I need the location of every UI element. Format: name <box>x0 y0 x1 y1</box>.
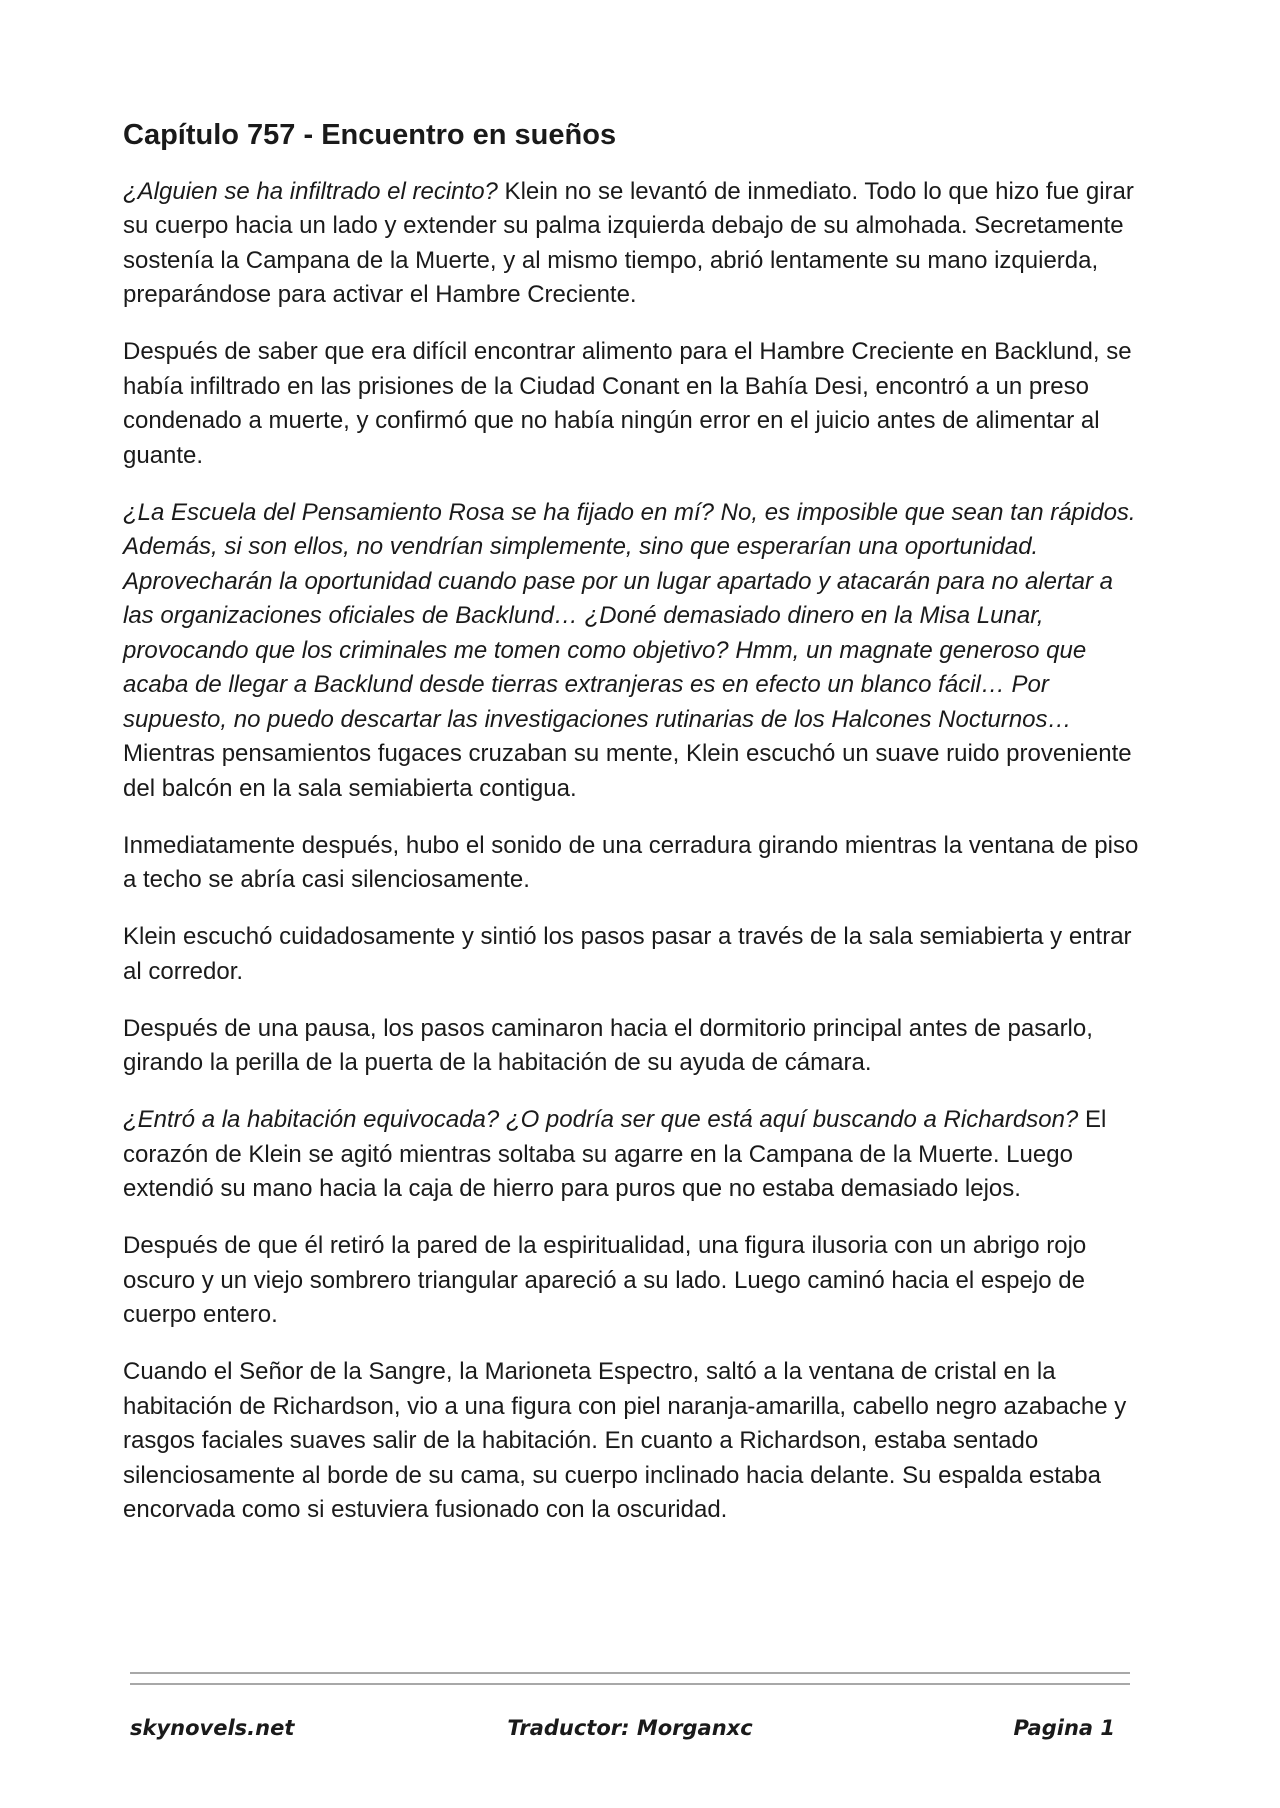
text-run: Mientras pensamientos fugaces cruzaban su mente, Klein escuchó un suave ruido proveniente del balcón en la sala semiabierta contigua. <box>123 740 1132 802</box>
footer-divider-bottom <box>130 1683 1130 1685</box>
italic-text-run: ¿La Escuela del Pensamiento Rosa se ha fijado en mí? No, es imposible que sean tan rápidos. Además, si son ellos, no vendrían simplemente, sino que esperarían una oportunidad. Aprovecharán la oportunidad cuando pase por un lugar apartado y atacarán para no alertar a las organizaciones oficiales de Backlund… ¿Doné demasiado dinero en la Misa Lunar, provocando que los criminales me tomen como objetivo? Hmm, un magnate generoso que acaba de llegar a Backlund desde tierras extranjeras es en efecto un blanco fácil… Por supuesto, no puedo descartar las investigaciones rutinarias de los Halcones Nocturnos… <box>123 498 1136 733</box>
paragraph <box>123 1103 1143 1207</box>
paragraph <box>123 1229 1143 1333</box>
page-footer <box>130 1716 1130 1750</box>
paragraph <box>123 175 1143 313</box>
footer-page-number: Pagina 1 <box>1013 1716 1115 1740</box>
footer-translator: Traductor: Morganxc <box>507 1716 753 1740</box>
paragraph <box>123 1012 1143 1081</box>
text-run: Cuando el Señor de la Sangre, la Marioneta Espectro, saltó a la ventana de cristal en la habitación de Richardson, vio a una figura con piel naranja-amarilla, cabello negro azabache y rasgos faciales suaves salir de la habitación. En cuanto a Richardson, estaba sentado silenciosamente al borde de su cama, su cuerpo inclinado hacia delante. Su espalda estaba encorvada como si estuviera fusionado con la oscuridad. <box>123 1358 1127 1524</box>
paragraph <box>123 496 1143 807</box>
text-run: Después de saber que era difícil encontrar alimento para el Hambre Creciente en Backlund, se había infiltrado en las prisiones de la Ciudad Conant en la Bahía Desi, encontró a un preso condenado a muerte, y confirmó que no había ningún error en el juicio antes de alimentar al guante. <box>123 338 1132 469</box>
chapter-body <box>123 175 1143 1528</box>
text-run: El corazón de Klein se agitó mientras soltaba su agarre en la Campana de la Muerte. Luego extendió su mano hacia la caja de hierro para puros que no estaba demasiado lejos. <box>123 1106 1107 1203</box>
paragraph <box>123 335 1143 473</box>
paragraph <box>123 1355 1143 1528</box>
text-run: Después de una pausa, los pasos caminaron hacia el dormitorio principal antes de pasarlo, girando la perilla de la puerta de la habitación de su ayuda de cámara. <box>123 1014 1093 1077</box>
italic-text-run: ¿Entró a la habitación equivocada? ¿O podría ser que está aquí buscando a Richardson? <box>123 1106 1079 1134</box>
paragraph <box>123 829 1143 898</box>
document-page <box>123 118 1143 1550</box>
footer-site: skynovels.net <box>130 1716 295 1740</box>
paragraph <box>123 920 1143 989</box>
text-run: Klein escuchó cuidadosamente y sintió los pasos pasar a través de la sala semiabierta y entrar al corredor. <box>123 923 1132 985</box>
chapter-title: Capítulo 757 - Encuentro en sueños <box>123 119 617 151</box>
text-run: Klein no se levantó de inmediato. Todo lo que hizo fue girar su cuerpo hacia un lado y extender su palma izquierda debajo de su almohada. Secretamente sostenía la Campana de la Muerte, y al mismo tiempo, abrió lentamente su mano izquierda, preparándose para activar el Hambre Creciente. <box>123 177 1134 309</box>
italic-text-run: ¿Alguien se ha infiltrado el recinto? <box>123 177 498 205</box>
text-run: Inmediatamente después, hubo el sonido de una cerradura girando mientras la ventana de piso a techo se abría casi silenciosamente. <box>123 831 1139 894</box>
footer-divider-top <box>130 1672 1130 1674</box>
text-run: Después de que él retiró la pared de la espiritualidad, una figura ilusoria con un abrigo rojo oscuro y un viejo sombrero triangular apareció a su lado. Luego caminó hacia el espejo de cuerpo entero. <box>123 1232 1087 1329</box>
